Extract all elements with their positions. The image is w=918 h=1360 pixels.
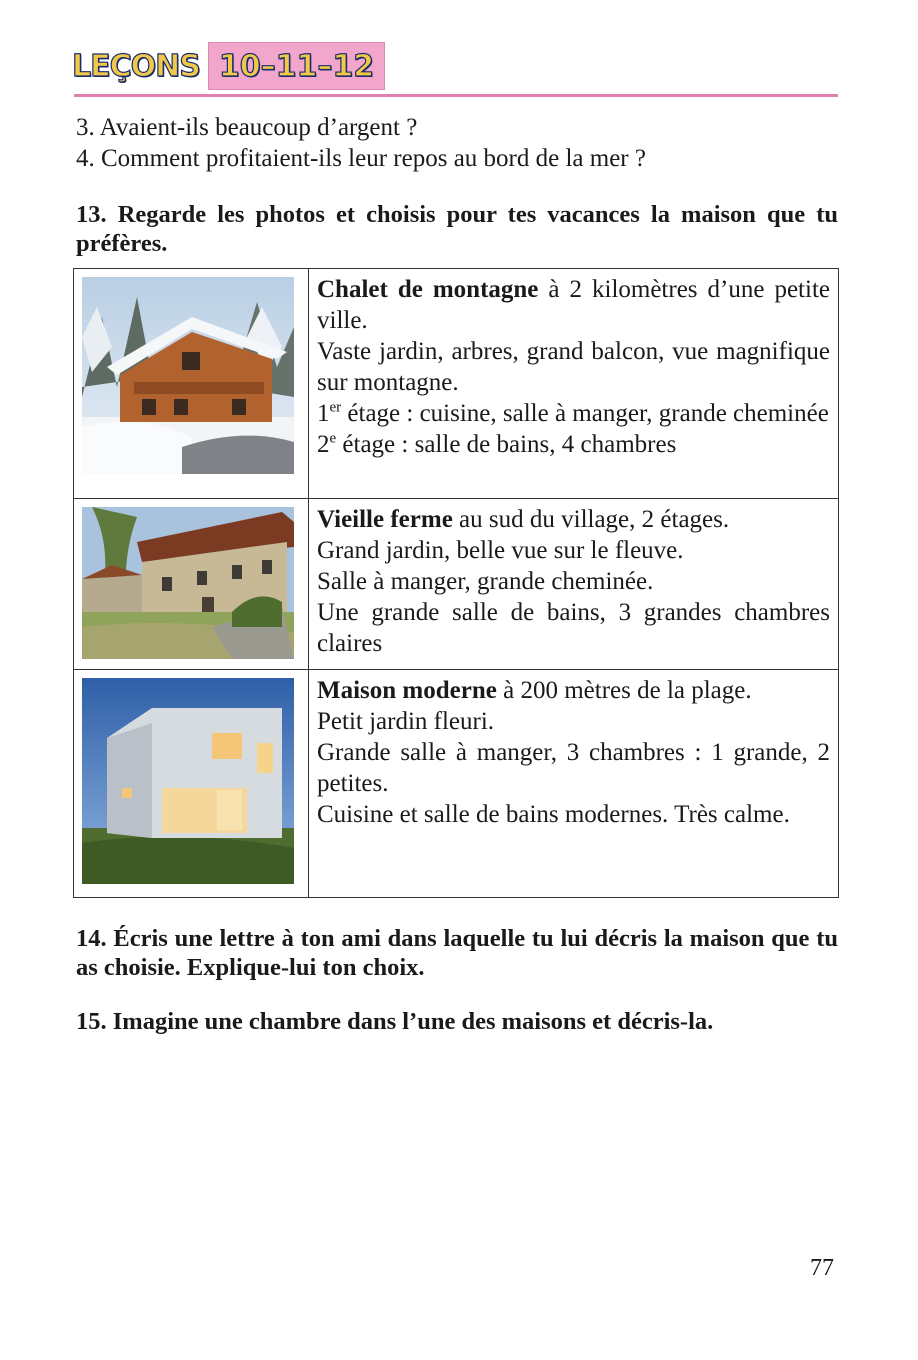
chalet-photo	[82, 277, 294, 474]
house-feature: Vaste jardin, arbres, grand balcon, vue magnifique sur montagne.	[317, 338, 830, 396]
series-label: LEÇONS	[72, 48, 200, 84]
floor-number: 1	[317, 400, 330, 427]
question-4: 4. Comment profitaient-ils leur repos au bord de la mer ?	[76, 145, 646, 172]
question-3: 3. Avaient-ils beaucoup d’argent ?	[76, 114, 418, 141]
house-description	[309, 670, 839, 898]
floor-ordinal: er	[329, 399, 342, 416]
house-feature: Salle à manger, grande cheminée.	[317, 568, 654, 595]
house-name: Chalet de montagne	[317, 276, 539, 303]
floor-description: étage : salle de bains, 4 chambres	[336, 431, 677, 458]
floor-number: 2	[317, 431, 330, 458]
house-floor	[317, 398, 830, 429]
house-name: Vieille ferme	[317, 506, 453, 533]
house-location: au sud du village, 2 étages.	[452, 506, 730, 533]
task-15: 15. Imagine une chambre dans l’une des maisons et décris-la.	[76, 1008, 714, 1035]
house-location: à 200 mètres de la plage.	[496, 677, 752, 704]
house-intro	[317, 274, 830, 336]
house-feature: Grande salle à manger, 3 chambres : 1 grande, 2 petites.	[317, 739, 830, 797]
farmhouse-photo	[82, 507, 294, 659]
table-row	[74, 269, 839, 499]
header-divider	[74, 94, 838, 97]
lesson-header	[72, 42, 385, 90]
lesson-numbers-badge: 10–11–12	[208, 42, 385, 90]
houses-table	[73, 268, 839, 898]
floor-ordinal: e	[329, 430, 337, 447]
page-number: 77	[810, 1255, 834, 1281]
house-feature: Une grande salle de bains, 3 grandes chambres claires	[317, 599, 830, 657]
house-location: à 2 kilomètres d’une petite ville.	[317, 276, 830, 334]
table-row	[74, 670, 839, 898]
house-intro	[317, 504, 830, 535]
photo-cell	[74, 670, 309, 898]
house-feature: Petit jardin fleuri.	[317, 708, 495, 735]
task-14: 14. Écris une lettre à ton ami dans laquelle tu lui décris la maison que tu as choisie. Explique-lui ton choix.	[76, 925, 838, 981]
table-row	[74, 499, 839, 670]
house-name: Maison moderne	[317, 677, 497, 704]
photo-cell	[74, 499, 309, 670]
house-intro	[317, 675, 830, 706]
house-feature: Cuisine et salle de bains modernes. Très calme.	[317, 801, 790, 828]
house-floor	[317, 429, 830, 460]
task-13: 13. Regarde les photos et choisis pour tes vacances la maison que tu préfères.	[76, 201, 838, 257]
floor-description: étage : cuisine, salle à manger, grande cheminée	[341, 400, 829, 427]
modern-house-photo	[82, 678, 294, 884]
photo-cell	[74, 269, 309, 499]
house-description	[309, 499, 839, 670]
house-description	[309, 269, 839, 499]
house-feature: Grand jardin, belle vue sur le fleuve.	[317, 537, 684, 564]
